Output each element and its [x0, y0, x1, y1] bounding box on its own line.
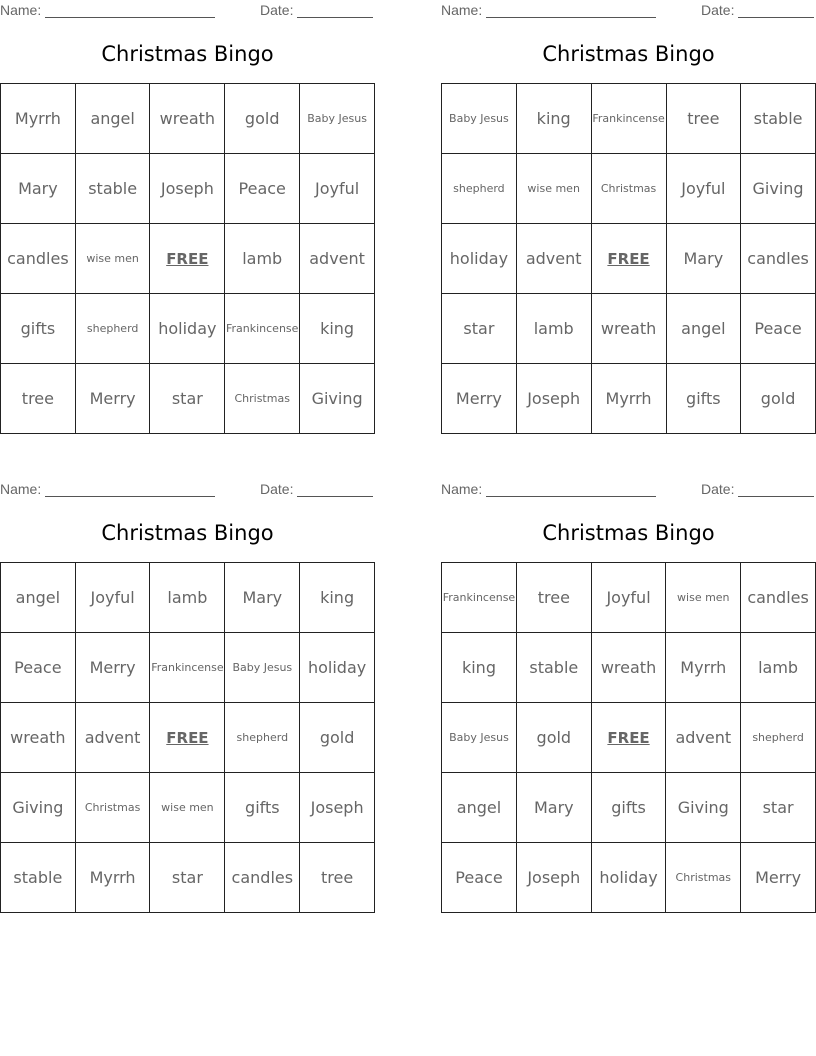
- bingo-cell: holiday: [442, 224, 517, 294]
- date-blank-line: [738, 3, 814, 18]
- bingo-cell: Mary: [225, 563, 300, 633]
- bingo-cell: Joyful: [300, 154, 375, 224]
- free-space-cell: FREE: [150, 703, 225, 773]
- bingo-cell: Baby Jesus: [225, 633, 300, 703]
- grid-row: [442, 843, 816, 913]
- bingo-cell: Giving: [666, 773, 741, 843]
- card-title: Christmas Bingo: [542, 42, 715, 66]
- bingo-cell: Baby Jesus: [442, 84, 517, 154]
- date-label: Date:: [701, 481, 735, 497]
- grid-row: [442, 563, 816, 633]
- bingo-cell: holiday: [300, 633, 375, 703]
- bingo-cell: lamb: [516, 294, 591, 364]
- date-blank-line: [297, 482, 373, 497]
- bingo-cell: gifts: [1, 294, 76, 364]
- card-header-fields: [441, 481, 816, 499]
- grid-row: [442, 773, 816, 843]
- grid-row: [1, 563, 375, 633]
- bingo-cell: king: [300, 294, 375, 364]
- name-field: [441, 2, 656, 18]
- bingo-cell: Frankincense: [591, 84, 666, 154]
- bingo-cell: candles: [225, 843, 300, 913]
- bingo-cell: wreath: [591, 294, 666, 364]
- bingo-cell: star: [741, 773, 816, 843]
- free-space-cell: FREE: [591, 703, 666, 773]
- bingo-cell: Christmas: [75, 773, 150, 843]
- bingo-cell: stable: [75, 154, 150, 224]
- bingo-cell: Peace: [442, 843, 517, 913]
- name-label: Name:: [441, 481, 483, 497]
- grid-row: [442, 154, 816, 224]
- bingo-cell: tree: [300, 843, 375, 913]
- bingo-cell: Joseph: [300, 773, 375, 843]
- bingo-cell: wise men: [666, 563, 741, 633]
- bingo-cell: Myrrh: [666, 633, 741, 703]
- date-field: [701, 2, 814, 18]
- bingo-cell: advent: [666, 703, 741, 773]
- grid-row: [1, 154, 375, 224]
- bingo-cell: Peace: [1, 633, 76, 703]
- bingo-cell: stable: [1, 843, 76, 913]
- grid-row: [442, 703, 816, 773]
- grid-row: [442, 364, 816, 434]
- bingo-cell: Mary: [666, 224, 741, 294]
- card-header-fields: [441, 2, 816, 20]
- bingo-grid: [0, 562, 375, 913]
- bingo-cell: holiday: [150, 294, 225, 364]
- bingo-cell: Joseph: [516, 843, 591, 913]
- bingo-cell: angel: [75, 84, 150, 154]
- grid-row: [1, 843, 375, 913]
- bingo-cell: Frankincense: [225, 294, 300, 364]
- bingo-cell: stable: [516, 633, 591, 703]
- name-field: [0, 2, 215, 18]
- bingo-cell: Joyful: [75, 563, 150, 633]
- bingo-cell: Peace: [225, 154, 300, 224]
- bingo-cell: gold: [741, 364, 816, 434]
- grid-row: [1, 633, 375, 703]
- grid-row: [1, 224, 375, 294]
- free-space-cell: FREE: [591, 224, 666, 294]
- grid-row: [1, 294, 375, 364]
- bingo-cell: Myrrh: [75, 843, 150, 913]
- bingo-cell: Christmas: [225, 364, 300, 434]
- bingo-cell: lamb: [741, 633, 816, 703]
- bingo-cell: Frankincense: [150, 633, 225, 703]
- bingo-cell: candles: [741, 224, 816, 294]
- bingo-cell: stable: [741, 84, 816, 154]
- bingo-cell: wreath: [150, 84, 225, 154]
- grid-row: [442, 294, 816, 364]
- bingo-cell: wise men: [516, 154, 591, 224]
- bingo-cell: gold: [516, 703, 591, 773]
- date-blank-line: [738, 482, 814, 497]
- name-blank-line: [45, 482, 215, 497]
- bingo-cell: gifts: [591, 773, 666, 843]
- bingo-cell: star: [150, 364, 225, 434]
- bingo-cell: angel: [1, 563, 76, 633]
- date-label: Date:: [701, 2, 735, 18]
- bingo-cell: king: [516, 84, 591, 154]
- card-header-fields: [0, 2, 375, 20]
- bingo-cell: shepherd: [741, 703, 816, 773]
- date-label: Date:: [260, 2, 294, 18]
- bingo-cell: Myrrh: [1, 84, 76, 154]
- date-label: Date:: [260, 481, 294, 497]
- bingo-cell: Mary: [516, 773, 591, 843]
- bingo-cell: king: [442, 633, 517, 703]
- bingo-cell: tree: [516, 563, 591, 633]
- bingo-cell: Baby Jesus: [300, 84, 375, 154]
- free-space-cell: FREE: [150, 224, 225, 294]
- bingo-cell: wreath: [1, 703, 76, 773]
- bingo-cell: Merry: [75, 633, 150, 703]
- bingo-cell: lamb: [150, 563, 225, 633]
- bingo-cell: Peace: [741, 294, 816, 364]
- bingo-cell: Giving: [300, 364, 375, 434]
- bingo-grid: [441, 83, 816, 434]
- date-field: [260, 481, 373, 497]
- bingo-cell: wise men: [75, 224, 150, 294]
- bingo-cell: Christmas: [666, 843, 741, 913]
- bingo-cell: shepherd: [442, 154, 517, 224]
- bingo-cell: king: [300, 563, 375, 633]
- name-blank-line: [45, 3, 215, 18]
- card-title: Christmas Bingo: [101, 42, 274, 66]
- bingo-cell: Mary: [1, 154, 76, 224]
- bingo-cell: Joseph: [150, 154, 225, 224]
- name-blank-line: [486, 3, 656, 18]
- bingo-cell: Frankincense: [442, 563, 517, 633]
- date-field: [701, 481, 814, 497]
- bingo-cell: angel: [666, 294, 741, 364]
- grid-row: [442, 633, 816, 703]
- bingo-cell: Joyful: [666, 154, 741, 224]
- name-label: Name:: [0, 481, 42, 497]
- bingo-cell: tree: [666, 84, 741, 154]
- bingo-cell: angel: [442, 773, 517, 843]
- bingo-cell: star: [150, 843, 225, 913]
- bingo-cell: advent: [75, 703, 150, 773]
- bingo-cell: gifts: [225, 773, 300, 843]
- bingo-grid: [0, 83, 375, 434]
- bingo-cell: candles: [1, 224, 76, 294]
- bingo-cell: shepherd: [225, 703, 300, 773]
- bingo-cell: gold: [300, 703, 375, 773]
- bingo-cell: advent: [300, 224, 375, 294]
- name-field: [0, 481, 215, 497]
- grid-row: [1, 703, 375, 773]
- bingo-cell: Merry: [75, 364, 150, 434]
- bingo-cell: Myrrh: [591, 364, 666, 434]
- name-blank-line: [486, 482, 656, 497]
- grid-row: [442, 84, 816, 154]
- bingo-cell: wise men: [150, 773, 225, 843]
- name-label: Name:: [0, 2, 42, 18]
- bingo-cell: candles: [741, 563, 816, 633]
- grid-row: [1, 364, 375, 434]
- bingo-cell: advent: [516, 224, 591, 294]
- bingo-cell: gold: [225, 84, 300, 154]
- bingo-cell: wreath: [591, 633, 666, 703]
- card-header-fields: [0, 481, 375, 499]
- bingo-cell: holiday: [591, 843, 666, 913]
- bingo-grid: [441, 562, 816, 913]
- bingo-cell: Merry: [442, 364, 517, 434]
- card-title: Christmas Bingo: [542, 521, 715, 545]
- grid-row: [1, 84, 375, 154]
- grid-row: [442, 224, 816, 294]
- bingo-cell: Christmas: [591, 154, 666, 224]
- date-field: [260, 2, 373, 18]
- bingo-cell: Joyful: [591, 563, 666, 633]
- grid-row: [1, 773, 375, 843]
- bingo-cell: star: [442, 294, 517, 364]
- bingo-cell: Baby Jesus: [442, 703, 517, 773]
- bingo-cell: Giving: [741, 154, 816, 224]
- card-title: Christmas Bingo: [101, 521, 274, 545]
- bingo-cell: Giving: [1, 773, 76, 843]
- name-field: [441, 481, 656, 497]
- bingo-cell: lamb: [225, 224, 300, 294]
- bingo-cell: tree: [1, 364, 76, 434]
- bingo-cell: gifts: [666, 364, 741, 434]
- bingo-cell: Joseph: [516, 364, 591, 434]
- name-label: Name:: [441, 2, 483, 18]
- bingo-cell: Merry: [741, 843, 816, 913]
- date-blank-line: [297, 3, 373, 18]
- bingo-cell: shepherd: [75, 294, 150, 364]
